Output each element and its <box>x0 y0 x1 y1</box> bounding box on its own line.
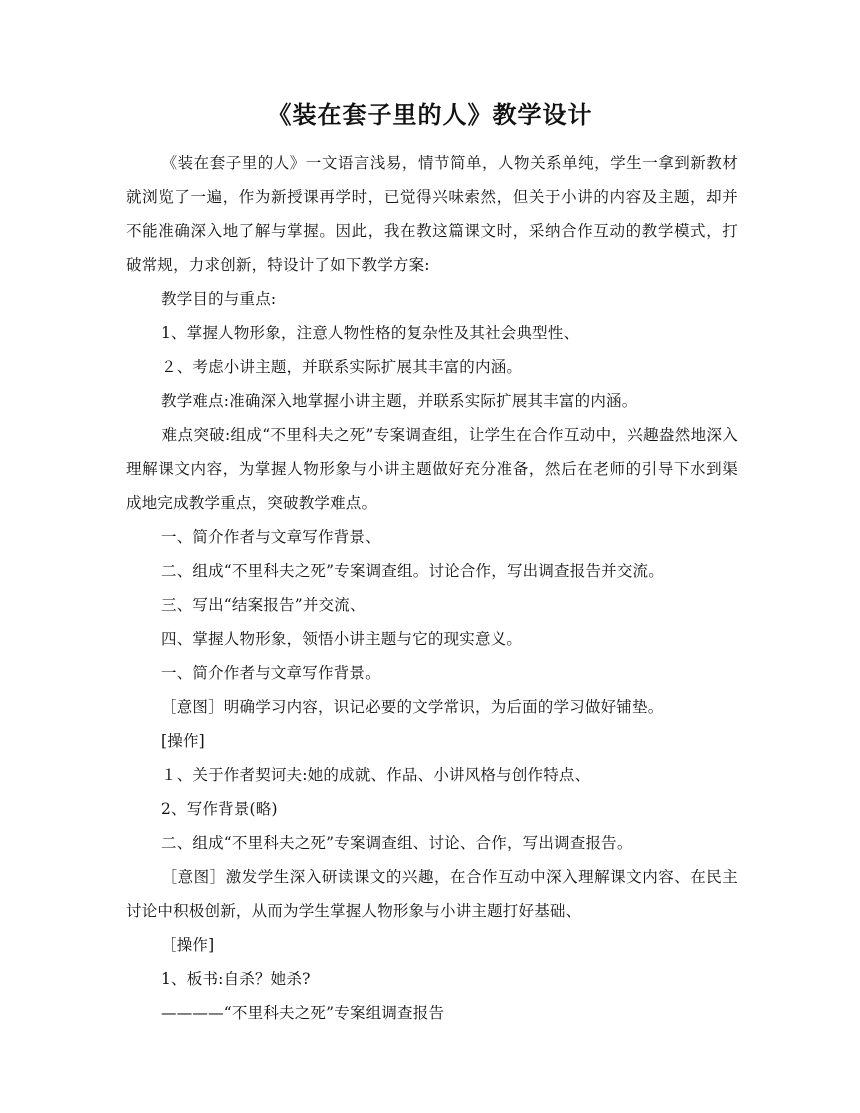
step2-operation-1: 1、板书:自杀？她杀? <box>161 970 311 988</box>
outline-item-1: 一、简介作者与文章写作背景、 <box>161 528 381 546</box>
outline-item-2: 二、组成“不里科夫之死”专案调查组。讨论合作，写出调查报告并交流。 <box>161 562 664 580</box>
step1-operation-2: 2、写作背景(略) <box>161 800 278 818</box>
goal-item-1: 1、掌握人物形象，注意人物性格的复杂性及其社会典型性、 <box>161 324 580 342</box>
step2-intent: ［意图］激发学生深入研读课文的兴趣，在合作互动中深入理解课文内容、在民主讨论中积极创新，从而为学生掌握人物形象与小讲主题打好基础、 <box>126 868 738 920</box>
step1-intent: ［意图］明确学习内容，识记必要的文学常识，为后面的学习做好铺垫。 <box>161 698 664 716</box>
goal-heading: 教学目的与重点: <box>161 290 277 308</box>
step1-heading: 一、简介作者与文章写作背景。 <box>161 664 381 682</box>
outline-item-3: 三、写出“结案报告”并交流、 <box>161 596 366 614</box>
intro-paragraph: 《装在套子里的人》一文语言浅易，情节简单，人物关系单纯，学生一拿到新教材就浏览了一遍，作为新授课再学时，已觉得兴味索然，但关于小讲的内容及主题，却并不能准确深入地了解与掌握。因此，我在教这篇课文时，采纳合作互动的教学模式，打破常规，力求创新，特设计了如下教学方案: <box>126 154 738 274</box>
step1-operation-label: [操作] <box>161 732 205 750</box>
step2-operation-2: ————“不里科夫之死”专案组调查报告 <box>161 1004 445 1022</box>
document-title: 《装在套子里的人》教学设计 <box>267 100 593 129</box>
step2-heading: 二、组成“不里科夫之死”专案调查组、讨论、合作，写出调查报告。 <box>161 834 633 852</box>
breakthrough-paragraph: 难点突破:组成“不里科夫之死”专案调查组，让学生在合作互动中，兴趣盎然地深入理解课文内容，为掌握人物形象与小讲主题做好充分准备，然后在老师的引导下水到渠成地完成教学重点，突破教学难点。 <box>126 426 738 512</box>
document-body <box>126 146 738 1030</box>
difficulty-line: 教学难点:准确深入地掌握小讲主题，并联系实际扩展其丰富的内涵。 <box>161 392 638 410</box>
step1-operation-1: １、关于作者契诃夫:她的成就、作品、小讲风格与创作特点、 <box>161 766 591 784</box>
goal-item-2: ２、考虑小讲主题，并联系实际扩展其丰富的内涵。 <box>161 358 523 376</box>
step2-operation-label: ［操作] <box>161 936 215 954</box>
outline-item-4: 四、掌握人物形象，领悟小讲主题与它的现实意义。 <box>161 630 523 648</box>
